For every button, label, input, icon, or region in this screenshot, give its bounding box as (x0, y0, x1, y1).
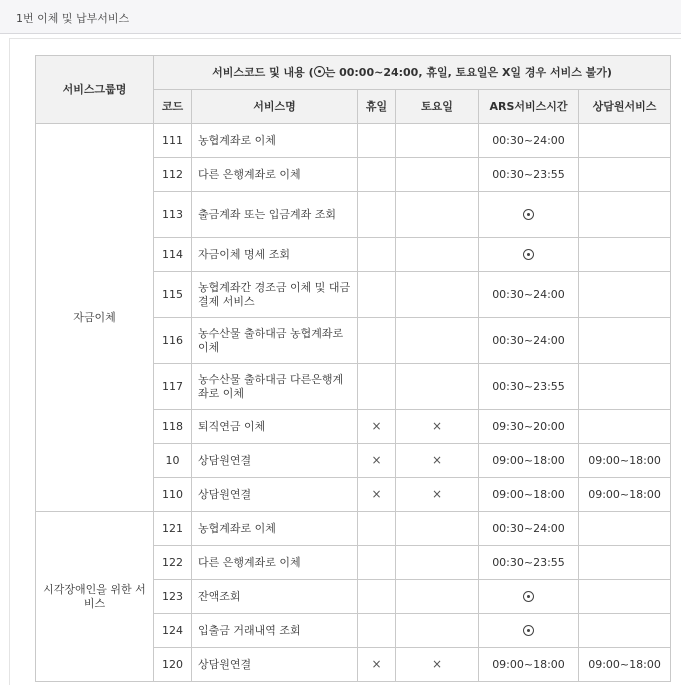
service-code: 114 (154, 238, 192, 272)
service-name: 다른 은행계좌로 이체 (192, 158, 358, 192)
service-table (35, 55, 671, 682)
agent-service-cell (579, 410, 671, 444)
cross-mark: × (371, 453, 382, 467)
column-header-ars-time: ARS서비스시간 (479, 90, 579, 124)
agent-service-cell (579, 364, 671, 410)
ars-time-cell: 09:30~20:00 (479, 410, 579, 444)
service-code: 111 (154, 124, 192, 158)
page-title: 1번 이체 및 납부서비스 (16, 12, 130, 25)
service-name: 농협계좌로 이체 (192, 512, 358, 546)
page-header (0, 0, 681, 34)
service-name: 퇴직연금 이체 (192, 410, 358, 444)
circle-icon (314, 66, 325, 77)
ars-time-cell: 09:00~18:00 (479, 444, 579, 478)
holiday-cell (358, 364, 396, 410)
ars-time-cell (479, 580, 579, 614)
saturday-cell (396, 512, 479, 546)
main-header-suffix: 는 00:00~24:00, 휴일, 토요일은 X일 경우 서비스 불가) (324, 65, 612, 79)
cross-mark: × (371, 657, 382, 671)
ars-time-cell: 09:00~18:00 (479, 478, 579, 512)
ars-time-cell: 00:30~24:00 (479, 318, 579, 364)
saturday-cell (396, 444, 479, 478)
service-code: 117 (154, 364, 192, 410)
column-header-service-name: 서비스명 (192, 90, 358, 124)
ars-time-cell (479, 614, 579, 648)
main-header-prefix: 서비스코드 및 내용 ( (212, 65, 314, 79)
service-name: 농수산물 출하대금 다른은행계좌로 이체 (192, 364, 358, 410)
agent-service-cell: 09:00~18:00 (579, 648, 671, 682)
service-group-name: 시각장애인을 위한 서비스 (36, 512, 154, 682)
saturday-cell (396, 124, 479, 158)
holiday-cell (358, 238, 396, 272)
service-name: 상담원연결 (192, 648, 358, 682)
agent-service-cell: 09:00~18:00 (579, 478, 671, 512)
service-code: 112 (154, 158, 192, 192)
holiday-cell (358, 410, 396, 444)
holiday-cell (358, 512, 396, 546)
saturday-cell (396, 192, 479, 238)
holiday-cell (358, 648, 396, 682)
service-name: 출금계좌 또는 입금계좌 조회 (192, 192, 358, 238)
service-code: 10 (154, 444, 192, 478)
column-header-holiday: 휴일 (358, 90, 396, 124)
agent-service-cell (579, 192, 671, 238)
agent-service-cell (579, 512, 671, 546)
saturday-cell (396, 580, 479, 614)
service-table-body (36, 124, 671, 682)
service-code: 115 (154, 272, 192, 318)
agent-service-cell (579, 272, 671, 318)
agent-service-cell (579, 580, 671, 614)
service-name: 다른 은행계좌로 이체 (192, 546, 358, 580)
holiday-cell (358, 124, 396, 158)
cross-mark: × (431, 453, 443, 467)
circle-icon (523, 249, 534, 260)
service-code: 120 (154, 648, 192, 682)
service-name: 상담원연결 (192, 478, 358, 512)
column-header-saturday: 토요일 (396, 90, 479, 124)
saturday-cell (396, 364, 479, 410)
holiday-cell (358, 546, 396, 580)
service-name: 입출금 거래내역 조회 (192, 614, 358, 648)
saturday-cell (396, 478, 479, 512)
agent-service-cell (579, 546, 671, 580)
service-name: 농수산물 출하대금 농협계좌로 이체 (192, 318, 358, 364)
holiday-cell (358, 478, 396, 512)
saturday-cell (396, 318, 479, 364)
holiday-cell (358, 318, 396, 364)
agent-service-cell (579, 238, 671, 272)
service-name: 농협계좌로 이체 (192, 124, 358, 158)
cross-mark: × (371, 487, 382, 501)
service-name: 자금이체 명세 조회 (192, 238, 358, 272)
saturday-cell (396, 272, 479, 318)
ars-time-cell: 00:30~23:55 (479, 158, 579, 192)
holiday-cell (358, 580, 396, 614)
circle-icon (523, 591, 534, 602)
agent-service-cell (579, 124, 671, 158)
service-code: 118 (154, 410, 192, 444)
holiday-cell (358, 614, 396, 648)
agent-service-cell (579, 318, 671, 364)
cross-mark: × (371, 419, 382, 433)
service-group-name: 자금이체 (36, 124, 154, 512)
ars-time-cell (479, 192, 579, 238)
service-code: 110 (154, 478, 192, 512)
service-code: 121 (154, 512, 192, 546)
service-code: 122 (154, 546, 192, 580)
holiday-cell (358, 444, 396, 478)
service-code: 123 (154, 580, 192, 614)
ars-time-cell: 00:30~24:00 (479, 512, 579, 546)
table-row (36, 124, 671, 158)
group-column-header: 서비스그룹명 (36, 56, 154, 124)
cross-mark: × (431, 657, 443, 671)
saturday-cell (396, 410, 479, 444)
column-header-agent-service: 상담원서비스 (579, 90, 671, 124)
cross-mark: × (431, 419, 443, 433)
agent-service-cell: 09:00~18:00 (579, 444, 671, 478)
service-name: 농협계좌간 경조금 이체 및 대금결제 서비스 (192, 272, 358, 318)
holiday-cell (358, 158, 396, 192)
service-main-header (154, 56, 671, 90)
agent-service-cell (579, 158, 671, 192)
service-code: 116 (154, 318, 192, 364)
ars-time-cell (479, 238, 579, 272)
ars-time-cell: 00:30~24:00 (479, 124, 579, 158)
ars-time-cell: 00:30~23:55 (479, 364, 579, 410)
holiday-cell (358, 192, 396, 238)
ars-time-cell: 00:30~23:55 (479, 546, 579, 580)
circle-icon (523, 209, 534, 220)
column-header-code: 코드 (154, 90, 192, 124)
service-code: 113 (154, 192, 192, 238)
agent-service-cell (579, 614, 671, 648)
saturday-cell (396, 648, 479, 682)
service-name: 잔액조회 (192, 580, 358, 614)
cross-mark: × (431, 487, 443, 501)
circle-icon (523, 625, 534, 636)
ars-time-cell: 09:00~18:00 (479, 648, 579, 682)
ars-time-cell: 00:30~24:00 (479, 272, 579, 318)
table-row (36, 512, 671, 546)
saturday-cell (396, 614, 479, 648)
service-code: 124 (154, 614, 192, 648)
saturday-cell (396, 546, 479, 580)
saturday-cell (396, 238, 479, 272)
service-name: 상담원연결 (192, 444, 358, 478)
saturday-cell (396, 158, 479, 192)
holiday-cell (358, 272, 396, 318)
